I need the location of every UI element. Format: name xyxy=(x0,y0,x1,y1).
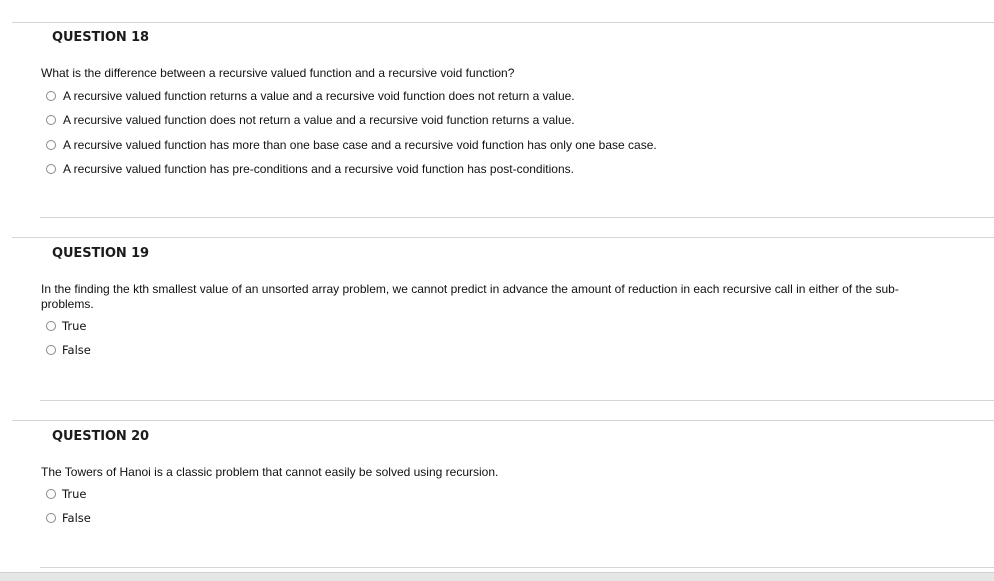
radio-button[interactable] xyxy=(46,513,56,523)
radio-button[interactable] xyxy=(46,321,56,331)
question-title: QUESTION 19 xyxy=(52,246,150,261)
answer-option[interactable] xyxy=(46,487,86,501)
radio-button[interactable] xyxy=(46,345,56,355)
question-text: The Towers of Hanoi is a classic problem that cannot easily be solved using recursion. xyxy=(41,465,499,479)
divider xyxy=(40,567,994,568)
radio-button[interactable] xyxy=(46,164,56,174)
answer-option[interactable] xyxy=(46,138,657,152)
radio-button[interactable] xyxy=(46,115,56,125)
answer-option[interactable] xyxy=(46,89,575,103)
question-text: What is the difference between a recursive valued function and a recursive void function? xyxy=(41,66,515,80)
answer-option[interactable] xyxy=(46,113,575,127)
answer-label: False xyxy=(62,511,91,525)
divider xyxy=(12,22,994,23)
answer-label: A recursive valued function returns a value and a recursive void function does not return a value. xyxy=(63,89,575,103)
answer-label: False xyxy=(62,343,91,357)
answer-option[interactable] xyxy=(46,319,86,333)
divider xyxy=(12,237,994,238)
radio-button[interactable] xyxy=(46,140,56,150)
divider xyxy=(12,420,994,421)
answer-option[interactable] xyxy=(46,511,91,525)
radio-button[interactable] xyxy=(46,91,56,101)
answer-label: A recursive valued function does not return a value and a recursive void function returns a value. xyxy=(63,113,575,127)
answer-option[interactable] xyxy=(46,162,574,176)
question-text: In the finding the kth smallest value of an unsorted array problem, we cannot predict in advance the amount of reduction in each recursive call in either of the sub-problems. xyxy=(41,282,899,311)
answer-label: True xyxy=(62,319,87,333)
answer-label: True xyxy=(62,487,87,501)
divider xyxy=(40,400,994,401)
question-title: QUESTION 18 xyxy=(52,30,150,45)
horizontal-scrollbar[interactable] xyxy=(0,572,994,581)
answer-option[interactable] xyxy=(46,343,91,357)
radio-button[interactable] xyxy=(46,489,56,499)
answer-label: A recursive valued function has pre-conditions and a recursive void function has post-conditions. xyxy=(63,162,574,176)
divider xyxy=(40,217,994,218)
answer-label: A recursive valued function has more than one base case and a recursive void function has only one base case. xyxy=(63,138,657,152)
question-title: QUESTION 20 xyxy=(52,429,150,444)
